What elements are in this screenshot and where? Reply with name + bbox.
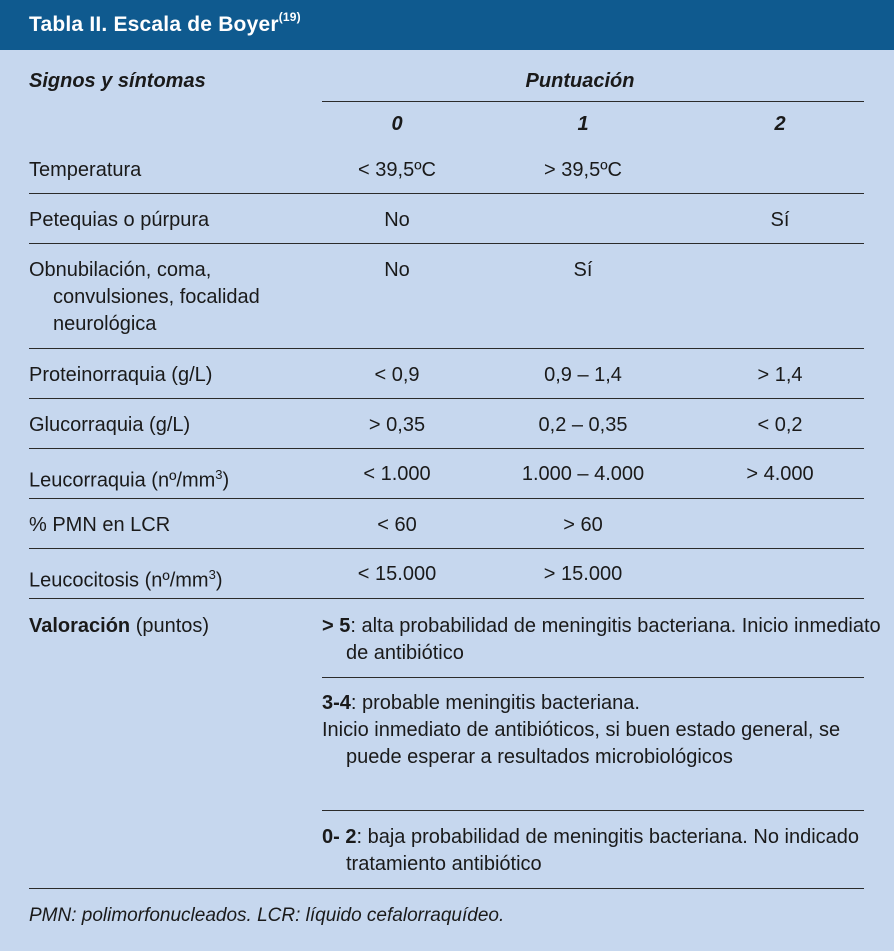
row-label-pmn: % PMN en LCR [29, 514, 171, 536]
row-label-glucorraquia: Glucorraquia (g/L) [29, 414, 191, 436]
row-leucocitosis-score-1: > 15.000 [543, 563, 623, 585]
row-temperatura-score-0: < 39,5ºC [358, 159, 436, 181]
valoracion-item-mid: 3-4: probable meningitis bacteriana. Inicio inmediato de antibióticos, si buen estado general, se puede esperar a resultados microbiológicos [322, 692, 841, 768]
table-bottom-rule [29, 888, 864, 889]
row-glucorraquia-score-0: > 0,35 [368, 414, 426, 436]
row-glucorraquia-score-1: 0,2 – 0,35 [538, 414, 628, 436]
row-label-temperatura: Temperatura [29, 159, 142, 181]
row-pmn-score-1: > 60 [563, 514, 603, 536]
header-signs: Signos y síntomas [29, 70, 206, 92]
valoracion-label: Valoración (puntos) [29, 615, 210, 637]
header-score-1: 1 [577, 113, 589, 135]
row-leucorraquia-score-1: 1.000 – 4.000 [521, 463, 645, 485]
table-title-bar [0, 0, 894, 50]
valoracion-divider [322, 810, 864, 811]
row-proteinorraquia-score-2: > 1,4 [757, 364, 803, 386]
header-score-2: 2 [774, 113, 786, 135]
row-pmn-score-0: < 60 [377, 514, 417, 536]
header-score-0: 0 [391, 113, 403, 135]
table-title: Tabla II. Escala de Boyer$^{(19)}$ [29, 10, 301, 36]
row-label-proteinorraquia: Proteinorraquia (g/L) [29, 364, 213, 386]
row-leucocitosis-score-0: < 15.000 [357, 563, 437, 585]
row-divider [29, 598, 864, 599]
row-leucorraquia-score-0: < 1.000 [363, 463, 431, 485]
row-label-leucorraquia: Leucorraquia $(nº/mm^3)$ [29, 467, 230, 492]
footnote: PMN: polimorfonucleados. LCR: líquido cefalorraquídeo. [29, 905, 505, 926]
row-label-petequias: Petequias o púrpura [29, 209, 210, 231]
row-obnubilacion-score-1: Sí [573, 259, 593, 281]
row-label-leucocitosis: Leucocitosis $(nº/mm^3)$ [29, 567, 223, 592]
valoracion-item-low: 0- 2: baja probabilidad de meningitis bacteriana. No indicado tratamiento antibiótico [322, 826, 860, 875]
row-divider [29, 548, 864, 549]
row-temperatura-score-1: > 39,5ºC [544, 159, 622, 181]
row-proteinorraquia-score-0: < 0,9 [374, 364, 420, 386]
row-obnubilacion-score-0: No [384, 259, 410, 281]
title-reference: (19) [278, 10, 301, 24]
row-divider [29, 348, 864, 349]
header-divider [322, 101, 864, 102]
row-divider [29, 243, 864, 244]
valoracion-divider [322, 677, 864, 678]
row-divider [29, 193, 864, 194]
header-score: Puntuación [525, 70, 635, 92]
row-leucorraquia-score-2: > 4.000 [746, 463, 814, 485]
row-petequias-score-2: Sí [770, 209, 790, 231]
row-petequias-score-0: No [384, 209, 410, 231]
row-divider [29, 448, 864, 449]
valoracion-item-high: > 5: alta probabilidad de meningitis bacteriana. Inicio inmediato de antibiótico [322, 615, 881, 664]
row-divider [29, 398, 864, 399]
row-glucorraquia-score-2: < 0,2 [757, 414, 803, 436]
row-proteinorraquia-score-1: 0,9 – 1,4 [544, 364, 622, 386]
row-label-obnubilacion: Obnubilación, coma, convulsiones, focalidad neurológica [29, 259, 260, 335]
row-divider [29, 498, 864, 499]
